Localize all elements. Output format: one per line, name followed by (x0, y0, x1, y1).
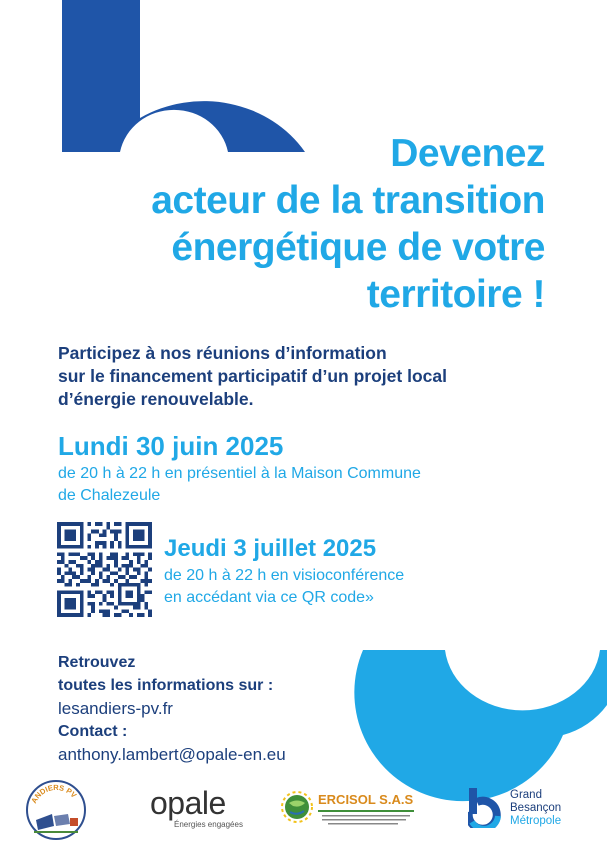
email-link[interactable]: anthony.lambert@opale-en.eu (58, 745, 286, 764)
event-1-date: Lundi 30 juin 2025 (58, 431, 284, 461)
event-1-desc-line-2: de Chalezeule (58, 487, 161, 504)
ercisol-globe-icon (280, 790, 314, 824)
andiers-logo-text: ANDIERS PV (29, 782, 79, 805)
contact-label: Contact : (58, 723, 128, 740)
grand-besancon-metropole-logo (468, 786, 588, 836)
qr-code[interactable] (57, 522, 152, 617)
intro-line-1: Participez à nos réunions d’information (58, 343, 387, 363)
opale-logo-tagline: Énergies engagées (174, 820, 243, 829)
ercisol-tagline-lines (318, 808, 418, 826)
intro-text (58, 342, 447, 411)
event-2-desc-line-2: en accédant via ce QR code» (164, 589, 374, 606)
headline-line-2: acteur de la transition (151, 179, 545, 222)
ercisol-logo-name: ERCISOL S.A.S (318, 792, 414, 807)
gbm-logo-line-3: Métropole (510, 815, 562, 827)
retrouvez-line-1: Retrouvez (58, 654, 136, 671)
event-1-description (58, 463, 421, 507)
website-link[interactable]: lesandiers-pv.fr (58, 699, 173, 718)
intro-line-2: sur le financement participatif d’un projet local (58, 366, 447, 386)
andiers-pv-logo (24, 778, 88, 842)
event-1-desc-line-1: de 20 h à 22 h en présentiel à la Maison Commune (58, 465, 421, 482)
headline-line-3: énergétique de votre (171, 226, 545, 269)
event-2-description (164, 565, 404, 609)
grand-besancon-b-icon (468, 788, 504, 828)
partner-logos (0, 772, 607, 842)
event-2-date: Jeudi 3 juillet 2025 (164, 535, 377, 562)
gbm-logo-line-2: Besançon (510, 802, 562, 814)
event-2-desc-line-1: de 20 h à 22 h en visioconférence (164, 567, 405, 584)
retrouvez-line-2: toutes les informations sur : (58, 677, 274, 694)
headline-line-1: Devenez (390, 132, 545, 175)
info-section (58, 651, 286, 766)
intro-line-3: d’énergie renouvelable. (58, 389, 254, 409)
ercisol-logo (280, 790, 420, 830)
gbm-logo-line-1: Grand (510, 789, 542, 801)
headline (151, 130, 545, 318)
opale-logo (150, 785, 243, 836)
headline-line-4: territoire ! (366, 273, 545, 316)
opale-logo-word: opale (150, 785, 226, 821)
